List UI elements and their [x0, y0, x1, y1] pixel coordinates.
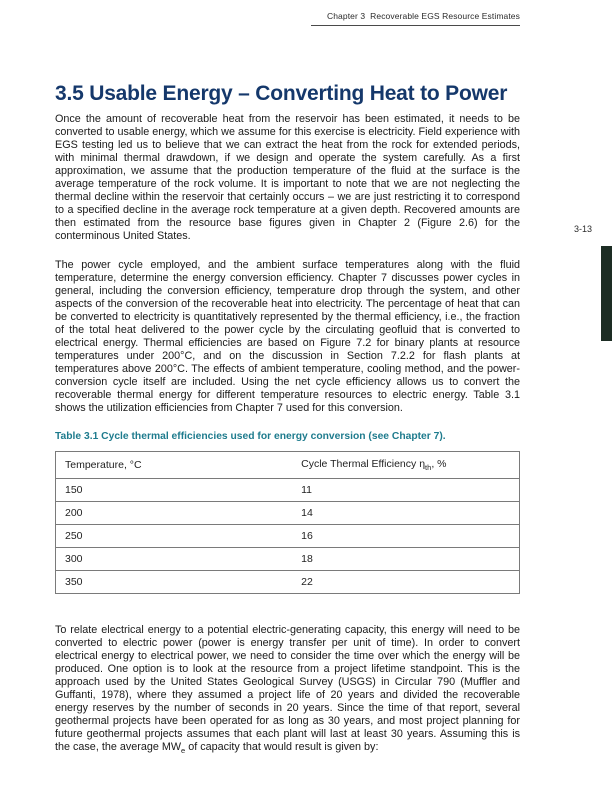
efficiency-cell: 22 — [301, 576, 313, 589]
chapter-edge-tab — [601, 246, 612, 341]
efficiency-cell: 11 — [292, 479, 519, 502]
table-row — [56, 548, 520, 571]
temperature-cell: 350 — [65, 576, 83, 589]
efficiency-cell: 18 — [292, 548, 519, 571]
section-title: 3.5 Usable Energy – Converting Heat to Power — [55, 82, 508, 105]
efficiency-column-header — [292, 452, 519, 479]
temperature-cell: 150 — [56, 479, 293, 502]
temperature-cell: 250 — [56, 525, 293, 548]
efficiency-header-text: Cycle Thermal Efficiency η — [301, 458, 426, 470]
page-content — [55, 82, 520, 773]
paragraph-3-text: To relate electrical energy to a potential electric-generating capacity, this energy will need to be converted to electric power (power is energy transfer per unit of time). In order to convert electrical energy to electrical power, we need to consider the time over which the energy will be produced. One option is to look at the resource from a project lifetime standpoint. This is the approach used by the United States Geological Survey (USGS) in Circular 790 (Muffler and Guffanti, 1978), where they assumed a project life of 20 years and divided the recoverable energy reserves by the number of seconds in 20 years. Since the time of that report, several geothermal projects have been operated for as long as 30 years, and most project planning for future geothermal projects assumes that each plant will last at least 30 years. Assuming this is the case, the average MW — [55, 624, 520, 754]
mw-subscript: e — [181, 746, 186, 756]
paragraph-2: The power cycle employed, and the ambient surface temperatures along with the fluid temperature, determine the energy conversion efficiency. Chapter 7 discusses power cycles in general, including the conversion efficiency, temperature drop through the system, and other aspects of the conversion of the recoverable heat into electricity. The percentage of heat that can be converted to electricity is quantitatively represented by the thermal efficiency, i.e., the fraction of the total heat delivered to the power cycle by the circulating geofluid that is converted to electrical energy. Thermal efficiencies are based on Figure 7.2 for binary plants at resource temperatures under 200°C, and on the discussion in Section 7.2.2 for flash plants at temperatures above 200°C. The effects of ambient temperature, cooling method, and the power-conversion cycle itself are included. Using the net cycle efficiency allows us to convert the recoverable thermal energy for different temperature resources to electric energy. Table 3.1 shows the utilization efficiencies from Chapter 7 used for this conversion. — [55, 259, 520, 414]
paragraph-3 — [55, 624, 520, 757]
thermal-efficiency-table — [55, 451, 520, 594]
table-header-row — [56, 452, 520, 479]
table-row — [56, 571, 520, 594]
table-row — [56, 502, 520, 525]
table-caption: Table 3.1 Cycle thermal efficiencies used for energy conversion (see Chapter 7). — [55, 431, 446, 442]
temperature-column-header: Temperature, °C — [56, 452, 293, 479]
paragraph-1: Once the amount of recoverable heat from the reservoir has been estimated, it needs to be converted to usable energy, which we assume for this exercise is electricity. Field experience with EGS testing led us to believe that we can extract the heat from the rock for extended periods, with minimal thermal drawdown, if we design and operate the system carefully. As a first approximation, we assume that the production temperature of the fluid at the surface is the average temperature of the rock volume. It is important to note that we are not neglecting the thermal decline within the reservoir that certainly occurs – we are just restricting it to correspond to a specified decline in the average rock temperature at a given depth. Recovered amounts are then estimated from the resource base figures given in Chapter 2 (Figure 2.6) for the conterminous United States. — [55, 113, 520, 242]
table-row — [56, 479, 520, 502]
efficiency-cell: 14 — [292, 502, 519, 525]
paragraph-3-tail: of capacity that would result is given by: — [185, 741, 379, 754]
efficiency-cell: 16 — [292, 525, 519, 548]
running-header: Chapter 3 Recoverable EGS Resource Estimates — [311, 11, 520, 26]
temperature-cell: 200 — [56, 502, 293, 525]
table-row — [56, 525, 520, 548]
efficiency-header-suffix: , % — [431, 458, 447, 470]
page-number: 3-13 — [573, 224, 592, 234]
temperature-cell: 300 — [56, 548, 293, 571]
efficiency-header-subscript: th — [425, 463, 432, 473]
